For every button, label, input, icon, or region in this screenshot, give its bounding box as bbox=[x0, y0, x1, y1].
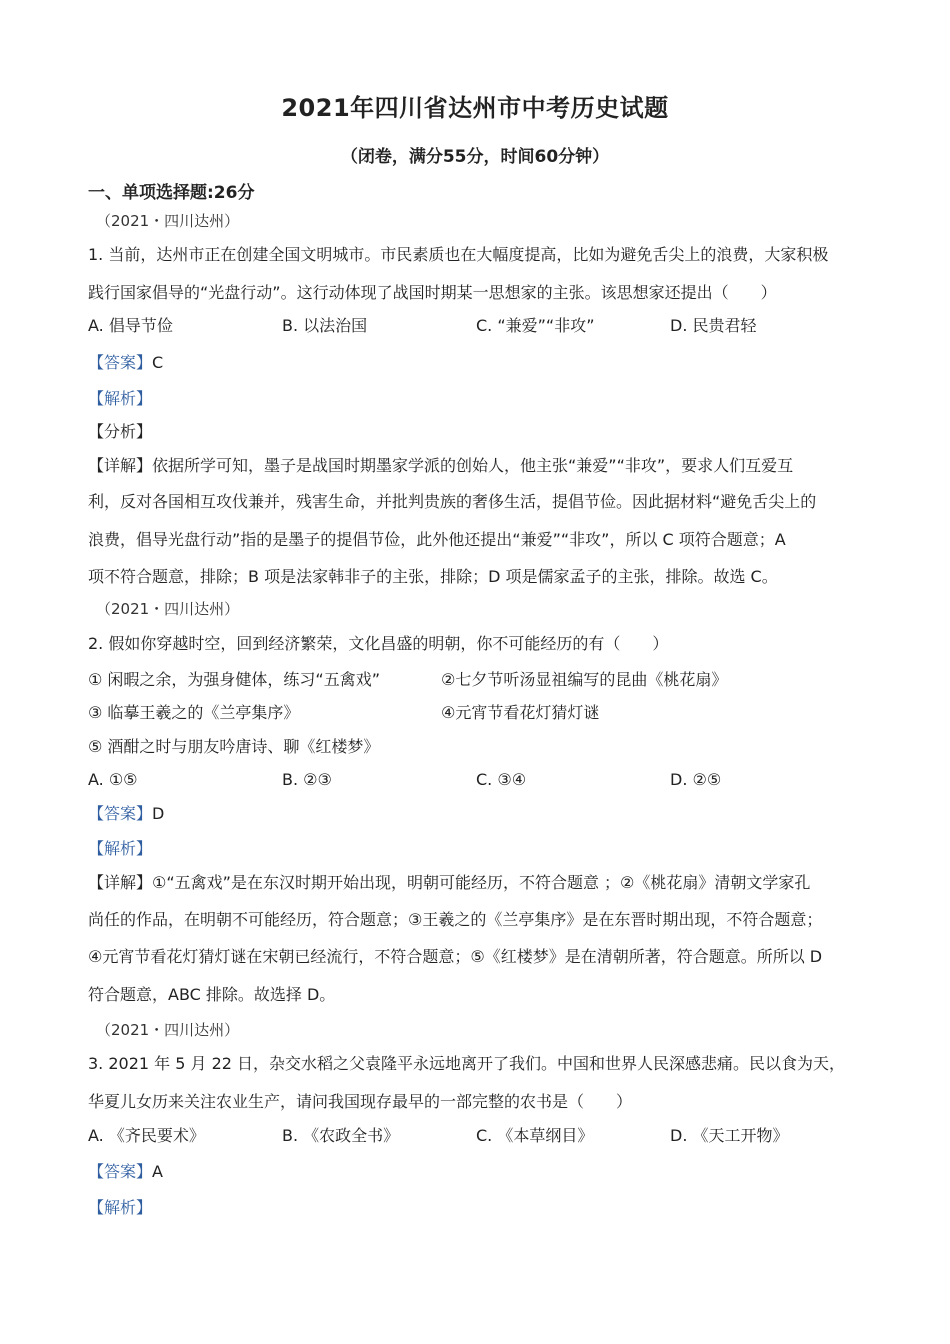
q2-option-b: B. ②③ bbox=[282, 770, 332, 789]
q1-stem-line1: 1. 当前，达州市正在创建全国文明城市。市民素质也在大幅度提高，比如为避免舌尖上的浪费，大家积极 bbox=[88, 245, 829, 264]
q3-answer-value: A bbox=[152, 1162, 163, 1181]
q1-analysis-tag: 【解析】 bbox=[88, 389, 153, 408]
answer-tag: 【答案】 bbox=[88, 804, 153, 823]
q1-option-d: D. 民贵君轻 bbox=[670, 316, 757, 335]
q3-source: （2021・四川达州） bbox=[96, 1021, 240, 1039]
q2-detail-line3: ④元宵节看花灯猜灯谜在宋朝已经流行，不符合题意；⑤《红楼梦》是在清朝所著，符合题意。所所以 D bbox=[88, 947, 823, 966]
q2-stem: 2. 假如你穿越时空，回到经济繁荣，文化昌盛的明朝，你不可能经历的有（ ） bbox=[88, 634, 669, 653]
q2-analysis-tag: 【解析】 bbox=[88, 839, 153, 858]
page-subtitle: （闭卷，满分55分，时间60分钟） bbox=[340, 147, 610, 167]
q1-detail-line3: 浪费，倡导光盘行动”指的是墨子的提倡节俭，此外他还提出“兼爱”“非攻”，所以 C 项符合题意；A bbox=[88, 530, 786, 549]
q1-detail-line4: 项不符合题意，排除；B 项是法家韩非子的主张，排除；D 项是儒家孟子的主张，排除。故选 C。 bbox=[88, 567, 778, 586]
answer-tag: 【答案】 bbox=[88, 1162, 153, 1181]
section-heading: 一、单项选择题:26分 bbox=[88, 183, 255, 203]
q2-item-4: ④元宵节看花灯猜灯谜 bbox=[441, 703, 600, 722]
q3-option-d: D. 《天工开物》 bbox=[670, 1126, 789, 1145]
q1-fenxi-tag: 【分析】 bbox=[88, 422, 153, 441]
q2-detail-line1 bbox=[88, 872, 810, 894]
q1-stem-line2: 践行国家倡导的“光盘行动”。这行动体现了战国时期某一思想家的主张。该思想家还提出（ ） bbox=[88, 283, 777, 302]
q1-option-c: C. “兼爱”“非攻” bbox=[476, 316, 595, 335]
q2-detail-text1: ①“五禽戏”是在东汉时期开始出现，明朝可能经历，不符合题意 ；②《桃花扇》清朝文学家孔 bbox=[152, 873, 811, 892]
q2-source: （2021・四川达州） bbox=[96, 600, 240, 618]
answer-tag: 【答案】 bbox=[88, 353, 153, 372]
q2-answer-value: D bbox=[152, 804, 165, 823]
q2-option-a: A. ①⑤ bbox=[88, 770, 138, 789]
page-title: 2021年四川省达州市中考历史试题 bbox=[281, 94, 669, 122]
q2-detail-line4: 符合题意，ABC 排除。故选择 D。 bbox=[88, 985, 336, 1004]
q3-analysis-tag: 【解析】 bbox=[88, 1198, 153, 1217]
q3-option-c: C. 《本草纲目》 bbox=[476, 1126, 594, 1145]
q2-answer bbox=[88, 803, 164, 825]
q1-option-b: B. 以法治国 bbox=[282, 316, 368, 335]
q2-option-c: C. ③④ bbox=[476, 770, 527, 789]
q2-option-d: D. ②⑤ bbox=[670, 770, 722, 789]
q1-detail-line2: 利，反对各国相互攻伐兼并，残害生命，并批判贵族的奢侈生活，提倡节俭。因此据材料“避免舌尖上的 bbox=[88, 492, 817, 511]
q2-item-5: ⑤ 酒酣之时与朋友吟唐诗、聊《红楼梦》 bbox=[88, 737, 380, 756]
q2-item-1: ① 闲暇之余，为强身健体，练习“五禽戏” bbox=[88, 670, 381, 689]
q1-option-a: A. 倡导节俭 bbox=[88, 316, 173, 335]
q3-option-b: B. 《农政全书》 bbox=[282, 1126, 400, 1145]
q3-answer bbox=[88, 1161, 163, 1183]
q3-option-a: A. 《齐民要术》 bbox=[88, 1126, 205, 1145]
q2-detail-line2: 尚任的作品，在明朝不可能经历，符合题意；③王羲之的《兰亭集序》是在东晋时期出现，不符合题意； bbox=[88, 910, 823, 929]
q2-item-3: ③ 临摹王羲之的《兰亭集序》 bbox=[88, 703, 300, 722]
q1-detail-text1: 依据所学可知，墨子是战国时期墨家学派的创始人，他主张“兼爱”“非攻”，要求人们互爱互 bbox=[152, 456, 794, 475]
detail-tag: 【详解】 bbox=[88, 456, 153, 475]
q2-item-2: ②七夕节听汤显祖编写的昆曲《桃花扇》 bbox=[441, 670, 728, 689]
q1-source: （2021・四川达州） bbox=[96, 212, 240, 230]
q1-detail-line1 bbox=[88, 455, 793, 477]
q3-stem-line2: 华夏儿女历来关注农业生产，请问我国现存最早的一部完整的农书是（ ） bbox=[88, 1092, 633, 1111]
detail-tag: 【详解】 bbox=[88, 873, 153, 892]
q1-answer-value: C bbox=[152, 353, 164, 372]
q1-answer bbox=[88, 352, 163, 374]
q3-stem-line1: 3. 2021 年 5 月 22 日，杂交水稻之父袁隆平永远地离开了我们。中国和世界人民深感悲痛。民以食为天， bbox=[88, 1054, 846, 1073]
